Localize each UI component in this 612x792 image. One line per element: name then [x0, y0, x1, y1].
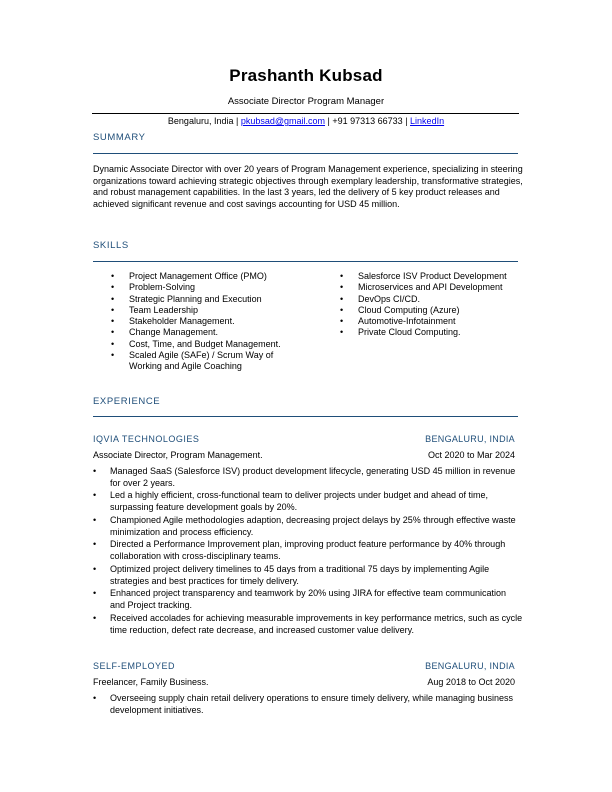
experience-heading: EXPERIENCE	[93, 396, 161, 407]
summary-text: Dynamic Associate Director with over 20 years of Program Management experience, specializing in steering organizations toward achieving strategic objectives through exemplary leadership, transformative strategies, and robust management capabilities. In the last 3 years, led the delivery of 5 key product releases and achieved significant revenue and cost savings accounting for USD 45 million.	[93, 164, 523, 209]
bullet-icon: •	[340, 271, 344, 281]
job-bullet: • Led a highly efficient, cross-functional team to deliver projects under budget and ahead of time, surpassing feature development goals by 20%.	[93, 490, 489, 513]
job-bullets	[93, 466, 523, 637]
skills-list-left	[111, 271, 311, 373]
job-company: SELF-EMPLOYED	[93, 661, 176, 671]
bullet-icon: •	[111, 293, 115, 304]
bullet-icon: •	[111, 282, 115, 293]
skill-item: • Project Management Office (PMO)	[111, 271, 267, 281]
job-bullet: • Championed Agile methodologies adaption, decreasing project delays by 25% through effective waste minimization and process efficiency.	[93, 514, 516, 537]
job-location: BENGALURU, INDIA	[425, 661, 515, 671]
skill-item: • DevOps CI/CD.	[340, 293, 421, 304]
skill-item: • Cloud Computing (Azure)	[340, 304, 460, 315]
job-dates: Aug 2018 to Oct 2020	[427, 677, 515, 687]
job-role: Freelancer, Family Business.	[93, 677, 209, 687]
skill-item: • Change Management.	[111, 327, 219, 338]
job-company: IQVIA TECHNOLOGIES	[93, 434, 200, 444]
bullet-icon: •	[340, 293, 344, 304]
skill-item: • Private Cloud Computing.	[340, 327, 461, 338]
header-divider	[92, 113, 519, 114]
skill-item: • Salesforce ISV Product Development	[340, 271, 507, 281]
skill-item: • Microservices and API Development	[340, 282, 503, 293]
skill-item: • Scaled Agile (SAFe) / Scrum Way of Working and Agile Coaching	[111, 350, 274, 372]
job-bullet: • Enhanced project transparency and teamwork by 20% using JIRA for effective team communication and Project tracking.	[93, 588, 507, 611]
summary-divider	[93, 153, 518, 154]
skills-list-right	[340, 271, 530, 339]
job-bullet: • Directed a Performance Improvement plan, improving product feature performance by 40% through collaboration with cross-disciplinary teams.	[93, 539, 506, 562]
email-link[interactable]: pkubsad@gmail.com	[240, 116, 326, 126]
bullet-icon: •	[93, 563, 97, 574]
bullet-icon: •	[111, 327, 115, 338]
skill-item: • Stakeholder Management.	[111, 316, 235, 327]
bullet-icon: •	[93, 588, 97, 599]
job-bullet: • Overseeing supply chain retail delivery operations to ensure timely delivery, while managing business development initiatives.	[93, 693, 514, 715]
bullet-icon: •	[340, 316, 344, 327]
job-bullets	[93, 693, 523, 717]
bullet-icon: •	[111, 271, 115, 281]
job-bullet: • Received accolades for achieving measurable improvements in key performance metrics, such as cycle time reduction, defect rate decrease, and increased customer value delivery.	[93, 612, 523, 635]
skill-item: • Problem-Solving	[111, 282, 196, 293]
bullet-icon: •	[340, 327, 344, 338]
bullet-icon: •	[111, 338, 115, 349]
bullet-icon: •	[93, 514, 97, 525]
bullet-icon: •	[93, 612, 97, 623]
candidate-title: Associate Director Program Manager	[227, 96, 385, 107]
bullet-icon: •	[93, 539, 97, 550]
bullet-icon: •	[340, 282, 344, 293]
job-role: Associate Director, Program Management.	[93, 450, 263, 460]
skills-divider	[93, 261, 518, 262]
contact-phone: | +91 97313 66733 |	[327, 116, 408, 126]
bullet-icon: •	[111, 304, 115, 315]
skill-item: • Cost, Time, and Budget Management.	[111, 338, 281, 349]
bullet-icon: •	[111, 316, 115, 327]
contact-location: Bengaluru, India |	[167, 116, 239, 126]
skill-item: • Team Leadership	[111, 304, 199, 315]
candidate-name: Prashanth Kubsad	[229, 66, 383, 85]
summary-heading: SUMMARY	[93, 132, 146, 143]
job-bullet: • Optimized project delivery timelines to 45 days from a traditional 75 days by implementing Agile strategies and best practices for timely delivery.	[93, 563, 490, 586]
experience-divider	[93, 416, 518, 417]
skill-item: • Automotive-Infotainment	[340, 316, 456, 327]
skill-item: • Strategic Planning and Execution	[111, 293, 262, 304]
skills-heading: SKILLS	[93, 240, 129, 251]
job-dates: Oct 2020 to Mar 2024	[427, 450, 515, 460]
job-location: BENGALURU, INDIA	[425, 434, 515, 444]
linkedin-link[interactable]: LinkedIn	[410, 116, 445, 126]
job-bullet: • Managed SaaS (Salesforce ISV) product development lifecycle, generating USD 45 million in revenue for over 2 years.	[93, 466, 516, 488]
bullet-icon: •	[111, 350, 115, 361]
bullet-icon: •	[93, 466, 97, 476]
contact-line	[0, 116, 612, 126]
bullet-icon: •	[93, 693, 97, 703]
bullet-icon: •	[93, 490, 97, 501]
bullet-icon: •	[340, 304, 344, 315]
